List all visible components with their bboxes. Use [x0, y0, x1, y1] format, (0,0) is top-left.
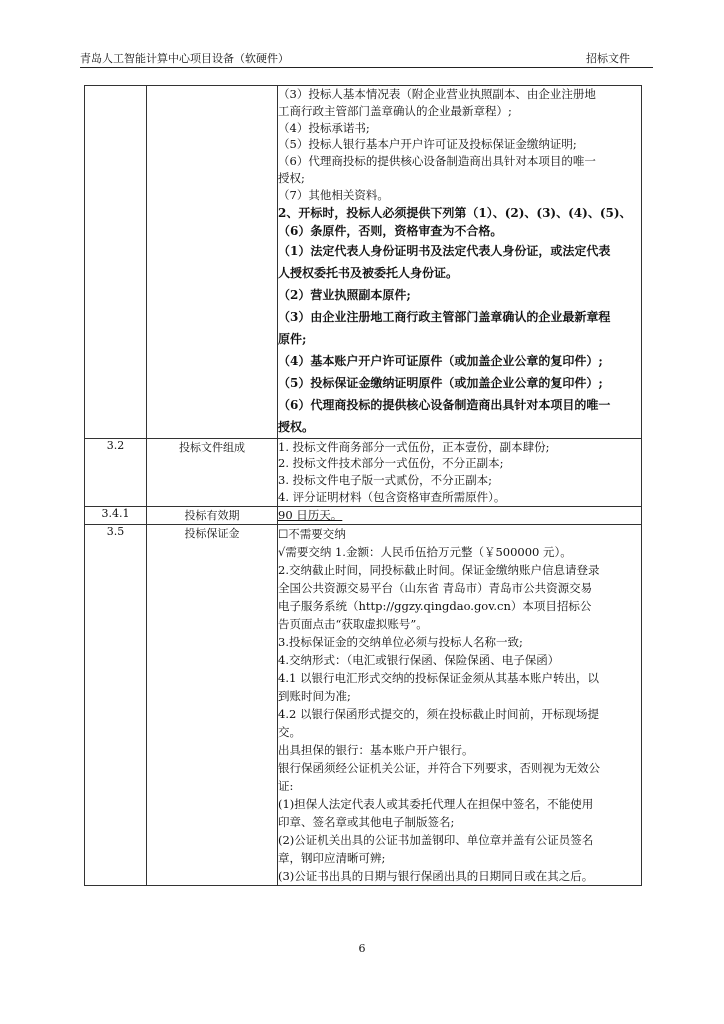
- page-number: 6: [358, 942, 366, 955]
- clause-content-cell: [278, 524, 642, 885]
- clause-item-cell: 投标有效期: [147, 506, 278, 524]
- table-row: [85, 438, 642, 506]
- content-line: （5）投标人银行基本户开户许可证及投标保证金缴纳证明;: [278, 137, 577, 152]
- content-line: 1. 投标文件商务部分一式伍份，正本壹份，副本肆份;: [278, 439, 550, 454]
- content-line: 电子服务系统（http://ggzy.qingdao.gov.cn）本项目招标公: [278, 598, 592, 613]
- content-line: （3）投标人基本情况表（附企业营业执照副本、由企业注册地: [278, 87, 596, 101]
- content-line: 印章、签名章或其他电子制版签名;: [278, 814, 455, 829]
- content-line-bold: （6）代理商投标的提供核心设备制造商出具针对本项目的唯一: [278, 397, 611, 412]
- bid-requirements-table: [84, 85, 642, 886]
- content-line: (2)公证机关出具的公证书加盖钢印、单位章并盖有公证员签名: [278, 832, 594, 847]
- content-line-bold: （1）法定代表人身份证明书及法定代表人身份证，或法定代表: [278, 243, 611, 258]
- header-rule: [80, 67, 653, 68]
- content-line-bold: （5）投标保证金缴纳证明原件（或加盖企业公章的复印件）;: [278, 375, 603, 390]
- content-line: （6）代理商投标的提供核心设备制造商出具针对本项目的唯一: [278, 154, 596, 169]
- table-row: [85, 524, 642, 885]
- clause-content-cell: [278, 506, 642, 524]
- content-line: 工商行政主管部门盖章确认的企业最新章程）;: [278, 103, 512, 118]
- table-row: [85, 506, 642, 524]
- content-line: 出具担保的银行：基本账户开户银行。: [278, 742, 474, 757]
- content-line-bold: 授权。: [278, 419, 315, 434]
- clause-number-cell: [85, 86, 147, 439]
- content-line-bold: （2）营业执照副本原件;: [278, 287, 411, 302]
- content-line: 3. 投标文件电子版一式贰份，不分正副本;: [278, 473, 493, 488]
- content-line: （4）投标承诺书;: [278, 120, 370, 135]
- clause-item-cell: 投标文件组成: [147, 438, 278, 506]
- content-line: (1)担保人法定代表人或其委托代理人在担保中签名，不能使用: [278, 796, 594, 811]
- content-line: 4.2 以银行保函形式提交的，须在投标截止时间前，开标现场提: [278, 706, 599, 721]
- content-line: 4.交纳形式：（电汇或银行保函、保险保函、电子保函）: [278, 652, 560, 667]
- content-line: 证:: [278, 778, 294, 793]
- clause-number-cell: 3.4.1: [85, 506, 147, 524]
- content-line: [278, 507, 641, 524]
- content-line: 全国公共资源交易平台（山东省 青岛市）青岛市公共资源交易: [278, 580, 593, 595]
- clause-item-cell: [147, 86, 278, 439]
- content-line: 银行保函须经公证机关公证，并符合下列要求，否则视为无效公: [278, 760, 600, 775]
- content-line: 章，钢印应清晰可辨;: [278, 850, 386, 865]
- content-line: 3.投标保证金的交纳单位必须与投标人名称一致;: [278, 634, 523, 649]
- table-row: [85, 86, 642, 439]
- clause-number-cell: 3.5: [85, 524, 147, 885]
- content-line: 到账时间为准;: [278, 688, 351, 703]
- content-line: 2. 投标文件技术部分一式伍份，不分正副本;: [278, 456, 504, 471]
- header-document-title: 青岛人工智能计算中心项目设备（软硬件）: [80, 52, 289, 65]
- content-line-bold: 人授权委托书及被委托人身份证。: [278, 265, 459, 280]
- content-line: 4.1 以银行电汇形式交纳的投标保证金须从其基本账户转出，以: [278, 670, 599, 685]
- header-section-label: 招标文件: [586, 52, 630, 65]
- content-line: 授权;: [278, 170, 305, 185]
- clause-item-cell: 投标保证金: [147, 524, 278, 885]
- content-line-bold: 2、开标时，投标人必须提供下列第（1）、(2)、(3)、(4)、(5)、: [278, 205, 632, 220]
- content-line-bold: （4）基本账户开户许可证原件（或加盖企业公章的复印件）;: [278, 353, 603, 368]
- content-line-bold: 原件;: [278, 331, 307, 346]
- clause-content-cell: [278, 86, 642, 439]
- content-line: 交。: [278, 724, 301, 739]
- content-line-bold: （6）条原件，否则，资格审查为不合格。: [278, 223, 503, 238]
- content-line-bold: （3）由企业注册地工商行政主管部门盖章确认的企业最新章程: [278, 309, 611, 324]
- content-line: 2.交纳截止时间，同投标截止时间。保证金缴纳账户信息请登录: [278, 562, 600, 577]
- content-line: (3)公证书出具的日期与银行保函出具的日期同日或在其之后。: [278, 868, 594, 883]
- content-line: 4. 评分证明材料（包含资格审查所需原件）。: [278, 489, 506, 504]
- content-line: √需要交纳 1.金额：人民币伍拾万元整（￥500000 元）。: [278, 544, 572, 559]
- content-line: ☐不需要交纳: [278, 526, 346, 541]
- content-line: 告页面点击“获取虚拟账号”。: [278, 616, 428, 631]
- clause-content-cell: [278, 438, 642, 506]
- clause-number-cell: 3.2: [85, 438, 147, 506]
- validity-period-value: 90 日历天。: [278, 507, 343, 522]
- content-line: （7）其他相关资料。: [278, 187, 389, 202]
